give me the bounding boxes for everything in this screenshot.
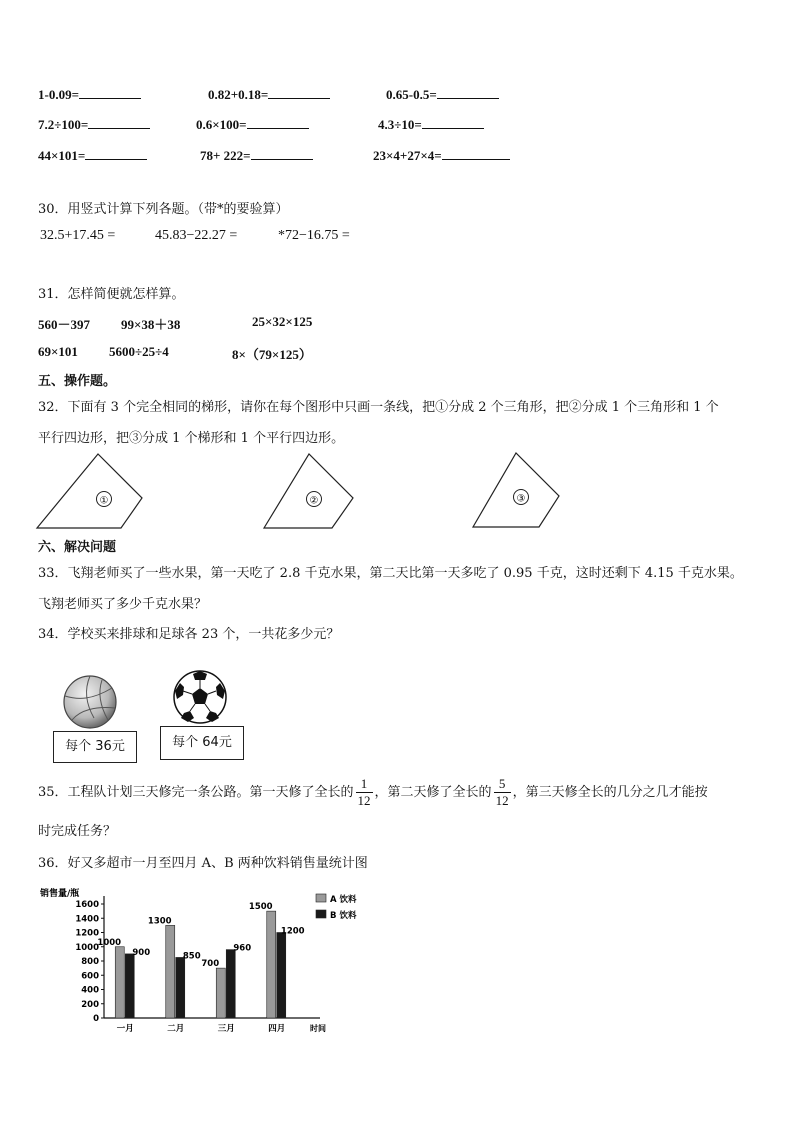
data-label: 850 [182, 951, 201, 962]
y-tick-label: 800 [81, 957, 99, 967]
trapezoid-figures [0, 448, 794, 538]
q35-line-1 [38, 774, 708, 812]
fraction-5-12 [494, 776, 511, 809]
trapezoid-2[interactable] [264, 454, 353, 528]
q30-title: 30．用竖式计算下列各题。（带*的要验算） [38, 202, 289, 217]
arith-1-3 [386, 86, 499, 103]
volleyball-price: 每个 36元 [53, 731, 137, 763]
expr: 1-0.09= [38, 87, 79, 102]
q35-text-3: ，第三天修全长的几分之几才能按 [512, 785, 708, 800]
section-heading-6: 六、解决问题 [38, 540, 117, 555]
q31-item-5: 5600÷25÷4 [109, 344, 169, 359]
expr: 0.6×100= [196, 117, 247, 132]
x-tick-label: 一月 [116, 1024, 134, 1034]
legend-swatch [316, 894, 326, 902]
answer-blank[interactable] [79, 86, 141, 99]
q34-title: 34．学校买来排球和足球各 23 个，一共花多少元？ [38, 627, 340, 642]
arith-2-1 [38, 116, 150, 133]
q35-line-2: 时完成任务？ [38, 824, 117, 839]
data-label: 960 [233, 943, 252, 954]
numerator: 5 [494, 776, 511, 793]
expr: 23×4+27×4= [373, 148, 442, 163]
expr: 0.65-0.5= [386, 87, 437, 102]
data-label: 1300 [147, 916, 172, 927]
data-label: 700 [201, 959, 220, 970]
q31-item-1: 560－397 [38, 317, 91, 332]
q30-item-3: *72−16.75 = [278, 228, 350, 243]
answer-blank[interactable] [251, 147, 313, 160]
q31-item-4: 69×101 [38, 344, 78, 359]
expr: 44×101= [38, 148, 86, 163]
trapezoid-label: ① [99, 495, 109, 507]
arith-1-2 [208, 86, 330, 103]
bar-b [226, 950, 235, 1018]
q32-line-1: 32．下面有 3 个完全相同的梯形，请你在每个图形中只画一条线，把①分成 2 个三角形，把②分成 1 个三角形和 1 个 [38, 400, 719, 415]
answer-blank[interactable] [268, 86, 330, 99]
legend-label: A 饮料 [330, 895, 357, 905]
arith-2-2 [196, 116, 309, 133]
q31-title: 31．怎样简便就怎样算。 [38, 287, 185, 302]
x-axis-label: 时间 [310, 1024, 326, 1033]
expr: 4.3÷10= [378, 117, 422, 132]
trapezoid-1[interactable] [37, 454, 142, 528]
q35-text-1: 35．工程队计划三天修完一条公路。第一天修了全长的 [38, 785, 354, 800]
arith-1-1 [38, 86, 141, 103]
denominator: 12 [357, 793, 371, 808]
answer-blank[interactable] [247, 116, 309, 129]
data-label: 1000 [97, 937, 122, 948]
trapezoid-label: ② [309, 495, 319, 507]
expr: 7.2÷100= [38, 117, 89, 132]
bar-b [277, 933, 286, 1019]
bar-b [176, 957, 185, 1018]
x-tick-label: 二月 [167, 1024, 185, 1034]
expr: 0.82+0.18= [208, 87, 269, 102]
y-tick-label: 1400 [75, 914, 99, 925]
y-tick-label: 600 [81, 971, 99, 982]
numerator: 1 [356, 776, 373, 793]
answer-blank[interactable] [422, 116, 484, 129]
beverage-sales-bar-chart [40, 884, 380, 1036]
football-price: 每个 64元 [160, 726, 244, 760]
y-tick-label: 1000 [75, 942, 99, 953]
legend-label: B 饮料 [330, 911, 357, 921]
bar-b [125, 954, 134, 1018]
arith-3-2 [200, 147, 313, 164]
data-label: 900 [132, 947, 151, 958]
bar-a [216, 968, 225, 1018]
q31-item-3: 25×32×125 [252, 314, 313, 329]
trapezoid-3[interactable] [473, 453, 559, 527]
trapezoid-label: ③ [516, 493, 526, 505]
answer-blank[interactable] [442, 147, 510, 160]
q30-item-1: 32.5+17.45 = [40, 228, 116, 243]
answer-blank[interactable] [85, 147, 147, 160]
x-tick-label: 三月 [217, 1024, 235, 1034]
data-label: 1200 [280, 926, 305, 937]
q31-item-2: 99×38＋38 [121, 317, 181, 332]
q33-line-2: 飞翔老师买了多少千克水果？ [38, 597, 208, 612]
x-tick-label: 四月 [268, 1024, 286, 1034]
y-tick-label: 1200 [75, 928, 99, 939]
bar-a [115, 947, 124, 1018]
q30-item-2: 45.83−22.27 = [155, 228, 238, 243]
y-tick-label: 400 [81, 985, 99, 996]
section-heading-5: 五、操作题。 [38, 374, 117, 389]
arith-2-3 [378, 116, 484, 133]
q33-line-1: 33．飞翔老师买了一些水果，第一天吃了 2.8 千克水果，第二天比第一天多吃了 0.95 千克，这时还剩下 4.15 千克水果。 [38, 566, 743, 581]
bar-a [166, 925, 175, 1018]
arith-3-3 [373, 147, 510, 164]
fraction-1-12 [356, 776, 373, 809]
y-axis-label: 销售量/瓶 [40, 889, 80, 899]
bar-a [267, 911, 276, 1018]
y-tick-label: 200 [81, 999, 99, 1010]
q31-item-6: 8×（79×125） [232, 347, 312, 362]
q35-text-2: ，第二天修了全长的 [374, 785, 492, 800]
football-icon [172, 669, 228, 725]
denominator: 12 [495, 793, 509, 808]
legend-swatch [316, 910, 326, 918]
answer-blank[interactable] [88, 116, 150, 129]
volleyball-icon [62, 674, 118, 730]
y-tick-label: 0 [93, 1014, 99, 1024]
q32-line-2: 平行四边形，把③分成 1 个梯形和 1 个平行四边形。 [38, 431, 345, 446]
expr: 78+ 222= [200, 148, 251, 163]
data-label: 1500 [248, 902, 273, 913]
y-tick-label: 1600 [75, 900, 99, 910]
answer-blank[interactable] [437, 86, 499, 99]
q36-title: 36．好又多超市一月至四月 A、B 两种饮料销售量统计图 [38, 856, 368, 871]
arith-3-1 [38, 147, 147, 164]
